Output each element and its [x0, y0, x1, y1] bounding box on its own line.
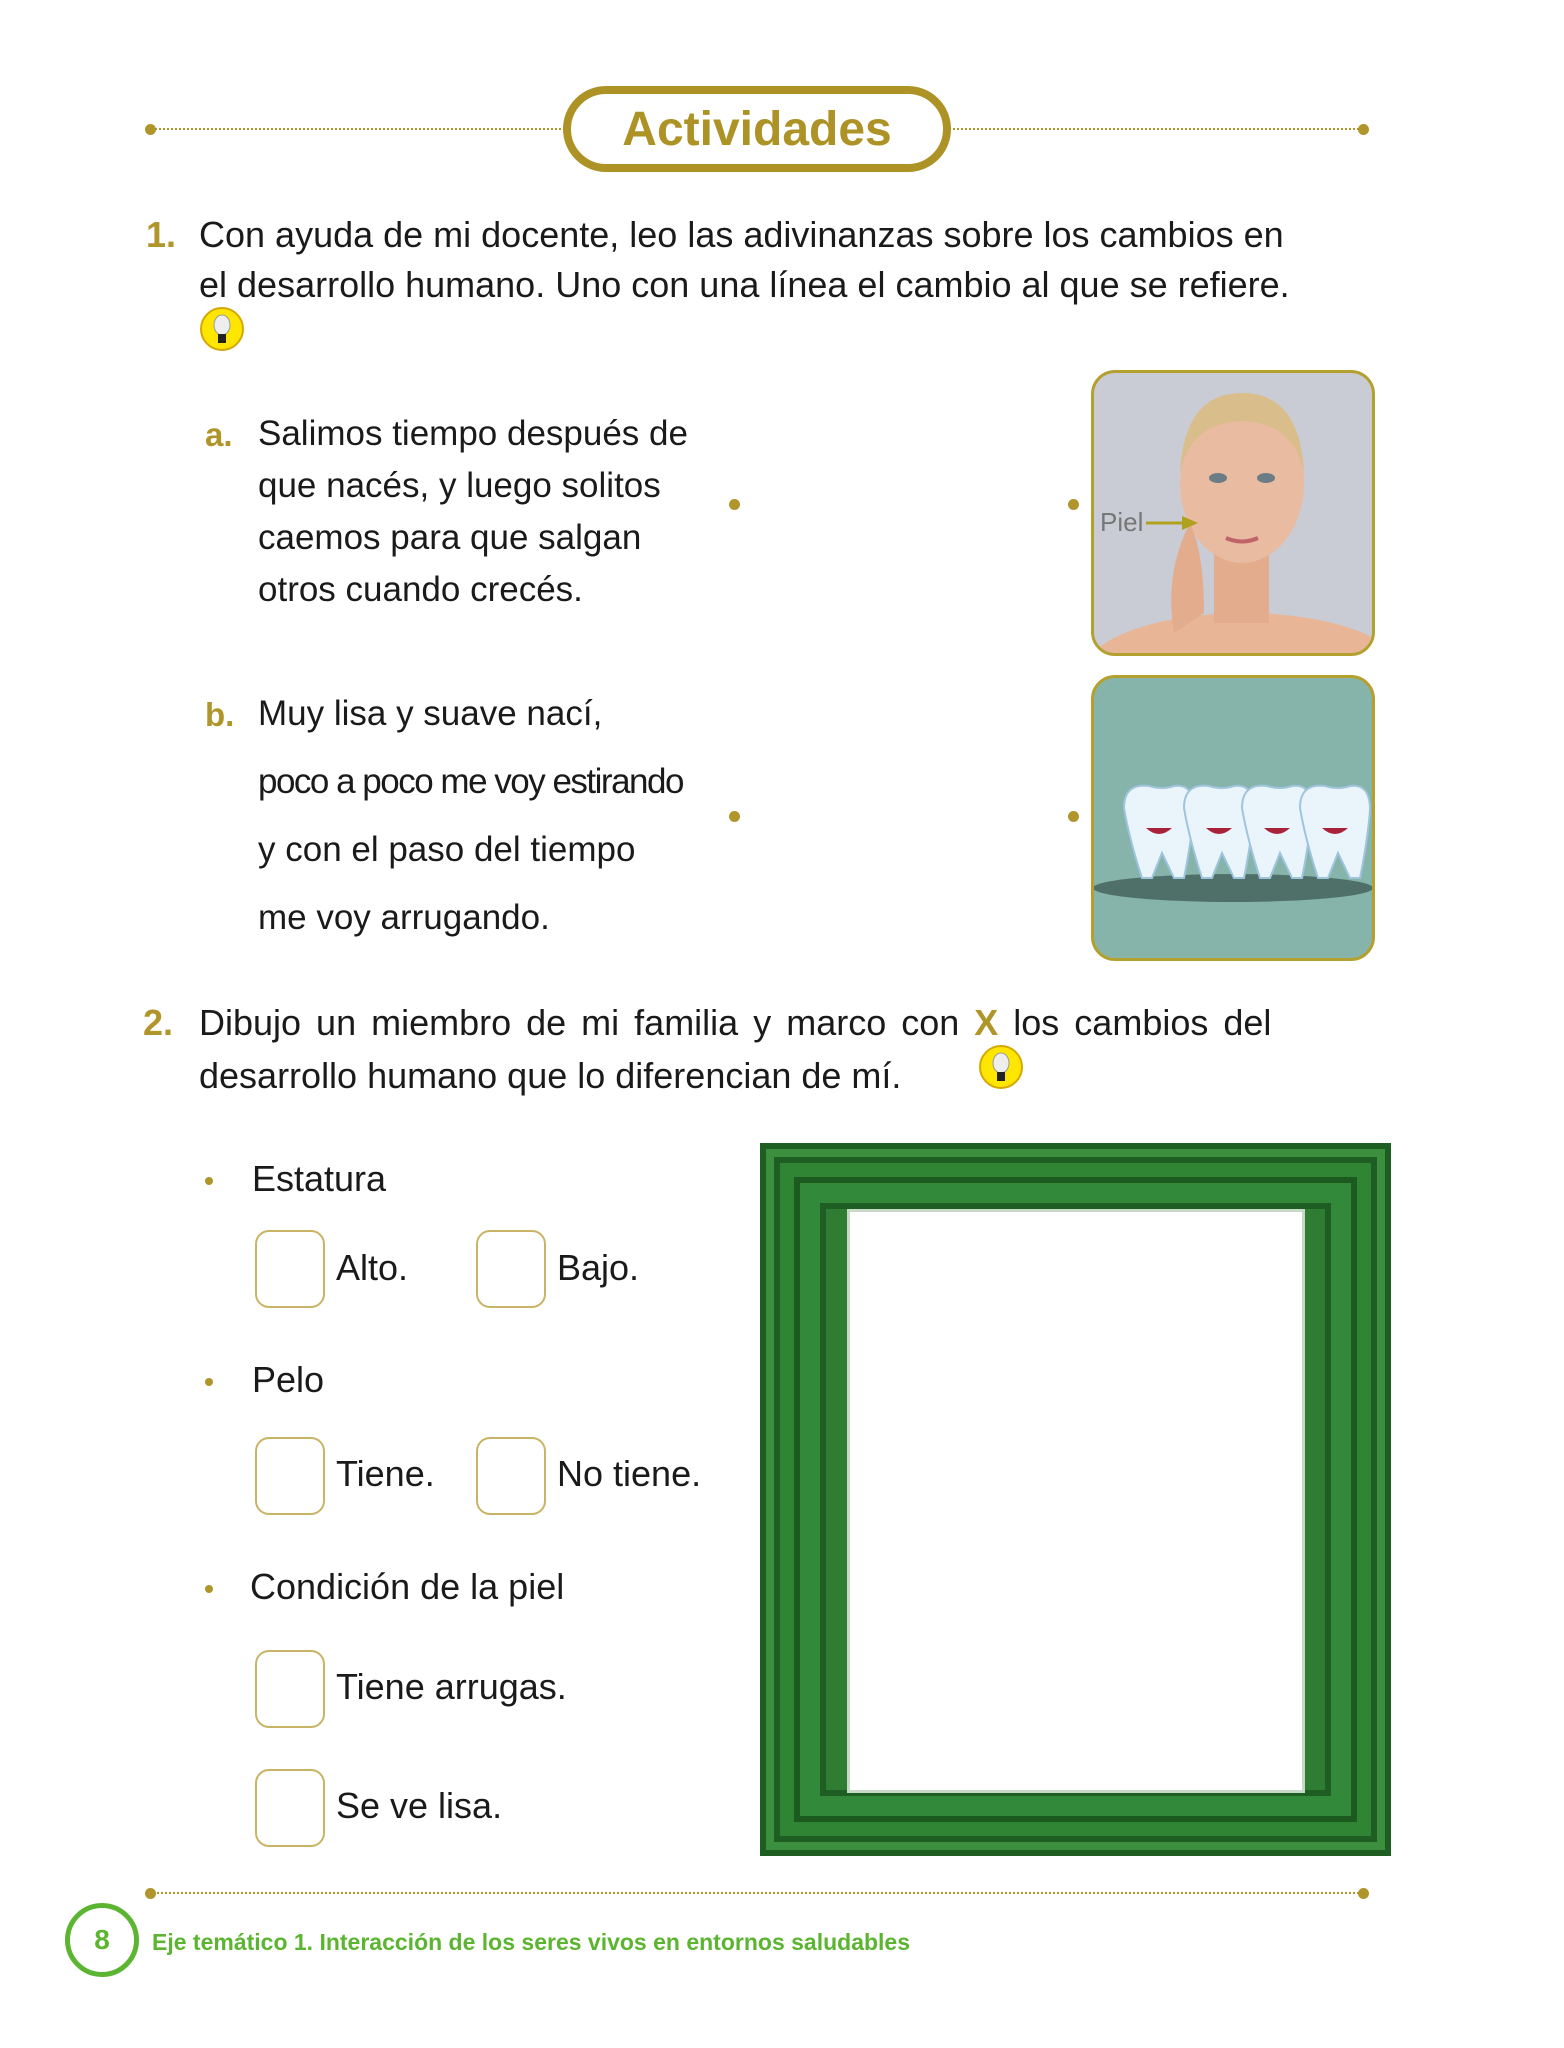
- instruction-line: [199, 1002, 1271, 1044]
- riddle-line: poco a poco me voy estirando: [258, 762, 683, 801]
- activity-number: 2.: [143, 1002, 174, 1043]
- bullet: [205, 1585, 213, 1593]
- teeth-icon: [1094, 678, 1372, 958]
- category-label: Estatura: [252, 1158, 387, 1199]
- checkbox-se-ve-lisa[interactable]: [255, 1769, 325, 1847]
- drawing-area[interactable]: [847, 1209, 1305, 1793]
- category-label: Condición de la piel: [250, 1566, 565, 1607]
- instruction-line: Con ayuda de mi docente, leo las adivinanzas sobre los cambios en: [199, 214, 1284, 255]
- x-mark: X: [974, 1002, 999, 1043]
- arrow-icon: [1146, 515, 1198, 531]
- lightbulb-icon: [978, 1044, 1024, 1090]
- checkbox-no-tiene[interactable]: [476, 1437, 546, 1515]
- aging-skin-photo: [1091, 370, 1375, 656]
- riddle-line: otros cuando crecés.: [258, 570, 583, 609]
- match-dot-b[interactable]: [729, 811, 740, 822]
- instruction-line: el desarrollo humano. Uno con una línea el cambio al que se refiere.: [199, 264, 1290, 305]
- option-label: Alto.: [336, 1247, 409, 1288]
- footer-text: Eje temático 1. Interacción de los seres vivos en entornos saludables: [152, 1929, 911, 1955]
- page-number: 8: [94, 1924, 110, 1955]
- teeth-illustration: [1091, 675, 1375, 961]
- riddle-letter: b.: [205, 696, 235, 733]
- section-title: Actividades: [622, 102, 892, 156]
- activity-number: 1.: [146, 214, 177, 255]
- header-divider-right: [945, 128, 1363, 130]
- riddle-letter: a.: [205, 416, 233, 453]
- match-dot-image-1[interactable]: [1068, 499, 1079, 510]
- bullet: [205, 1378, 213, 1386]
- divider-dot: [145, 1888, 156, 1899]
- option-label: Bajo.: [557, 1247, 640, 1288]
- lightbulb-icon: [199, 306, 245, 352]
- option-label: Se ve lisa.: [336, 1785, 503, 1826]
- checkbox-tiene-arrugas[interactable]: [255, 1650, 325, 1728]
- checkbox-bajo[interactable]: [476, 1230, 546, 1308]
- checkbox-tiene[interactable]: [255, 1437, 325, 1515]
- divider-dot: [1358, 124, 1369, 135]
- bullet: [205, 1177, 213, 1185]
- riddle-line: me voy arrugando.: [258, 898, 550, 937]
- option-label: Tiene arrugas.: [336, 1666, 567, 1707]
- section-title-pill: [563, 86, 951, 172]
- header-divider-left: [150, 128, 565, 130]
- page-number-badge: [65, 1903, 139, 1977]
- riddle-line: que nacés, y luego solitos: [258, 466, 661, 505]
- checkbox-alto[interactable]: [255, 1230, 325, 1308]
- match-dot-a[interactable]: [729, 499, 740, 510]
- skin-label: Piel: [1100, 507, 1144, 537]
- divider-dot: [145, 124, 156, 135]
- footer-divider: [150, 1892, 1363, 1894]
- riddle-line: Salimos tiempo después de: [258, 414, 688, 453]
- riddle-line: y con el paso del tiempo: [258, 830, 636, 869]
- riddle-line: caemos para que salgan: [258, 518, 642, 557]
- option-label: No tiene.: [557, 1453, 702, 1494]
- category-label: Pelo: [252, 1359, 325, 1400]
- instruction-text: los cambios del: [998, 1002, 1272, 1043]
- instruction-text: Dibujo un miembro de mi familia y marco con: [199, 1002, 975, 1043]
- match-dot-image-2[interactable]: [1068, 811, 1079, 822]
- option-label: Tiene.: [336, 1453, 435, 1494]
- riddle-line: Muy lisa y suave nací,: [258, 694, 603, 733]
- instruction-line: desarrollo humano que lo diferencian de mí.: [199, 1055, 902, 1096]
- divider-dot: [1358, 1888, 1369, 1899]
